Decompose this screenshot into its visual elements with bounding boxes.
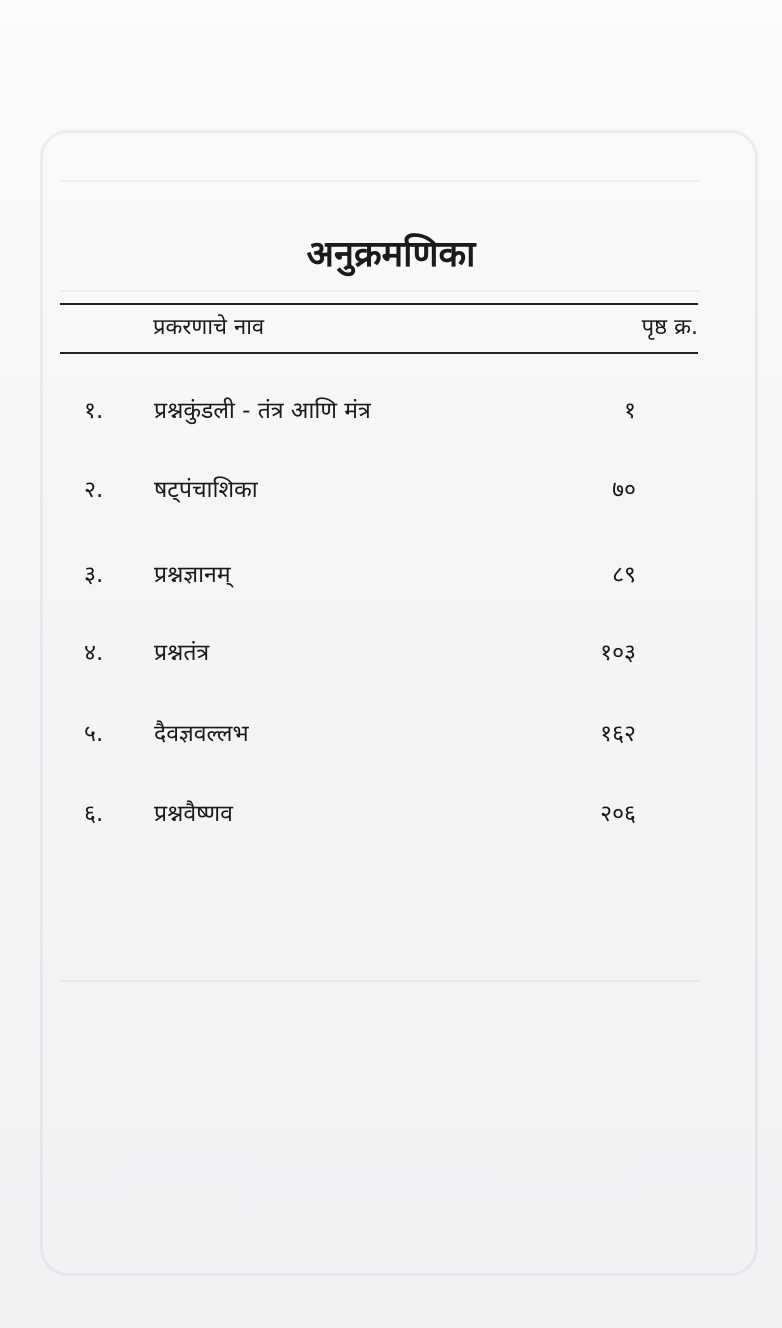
entry-page: ७० xyxy=(612,477,636,503)
entry-number: १. xyxy=(84,398,104,424)
toc-entry xyxy=(84,472,636,510)
show-through-line xyxy=(60,290,700,292)
entry-number: ६. xyxy=(84,801,104,827)
entry-number: ३. xyxy=(84,562,104,588)
entry-page: २०६ xyxy=(600,801,636,827)
toc-header xyxy=(60,311,698,345)
entry-number: ४. xyxy=(84,640,104,666)
entry-page: १ xyxy=(624,398,636,424)
entry-title: प्रश्नज्ञानम् xyxy=(154,562,231,588)
header-top-rule xyxy=(60,303,698,305)
entry-title: प्रश्नतंत्र xyxy=(154,640,210,666)
entry-title: प्रश्नकुंडली - तंत्र आणि मंत्र xyxy=(154,398,371,424)
entry-title: प्रश्नवैष्णव xyxy=(154,801,233,827)
entry-page: ८९ xyxy=(612,562,636,588)
toc-entry xyxy=(84,796,636,834)
entry-number: ५. xyxy=(84,721,104,747)
entry-title: दैवज्ञवल्लभ xyxy=(154,721,249,747)
toc-entry xyxy=(84,557,636,595)
toc-entry xyxy=(84,716,636,754)
page-number-header: पृष्ठ क्र. xyxy=(641,315,698,340)
header-bottom-rule xyxy=(60,352,698,354)
entry-title: षट्पंचाशिका xyxy=(154,477,258,503)
entry-page: १०३ xyxy=(600,640,636,666)
toc-entry xyxy=(84,393,636,431)
page-title: अनुक्रमणिका xyxy=(306,234,476,275)
toc-entry xyxy=(84,635,636,673)
show-through-frame xyxy=(40,130,758,1276)
entry-number: २. xyxy=(84,477,104,503)
show-through-line xyxy=(60,180,700,182)
entry-page: १६२ xyxy=(600,721,636,747)
show-through-line xyxy=(60,980,700,982)
chapter-name-header: प्रकरणाचे नाव xyxy=(153,315,265,340)
